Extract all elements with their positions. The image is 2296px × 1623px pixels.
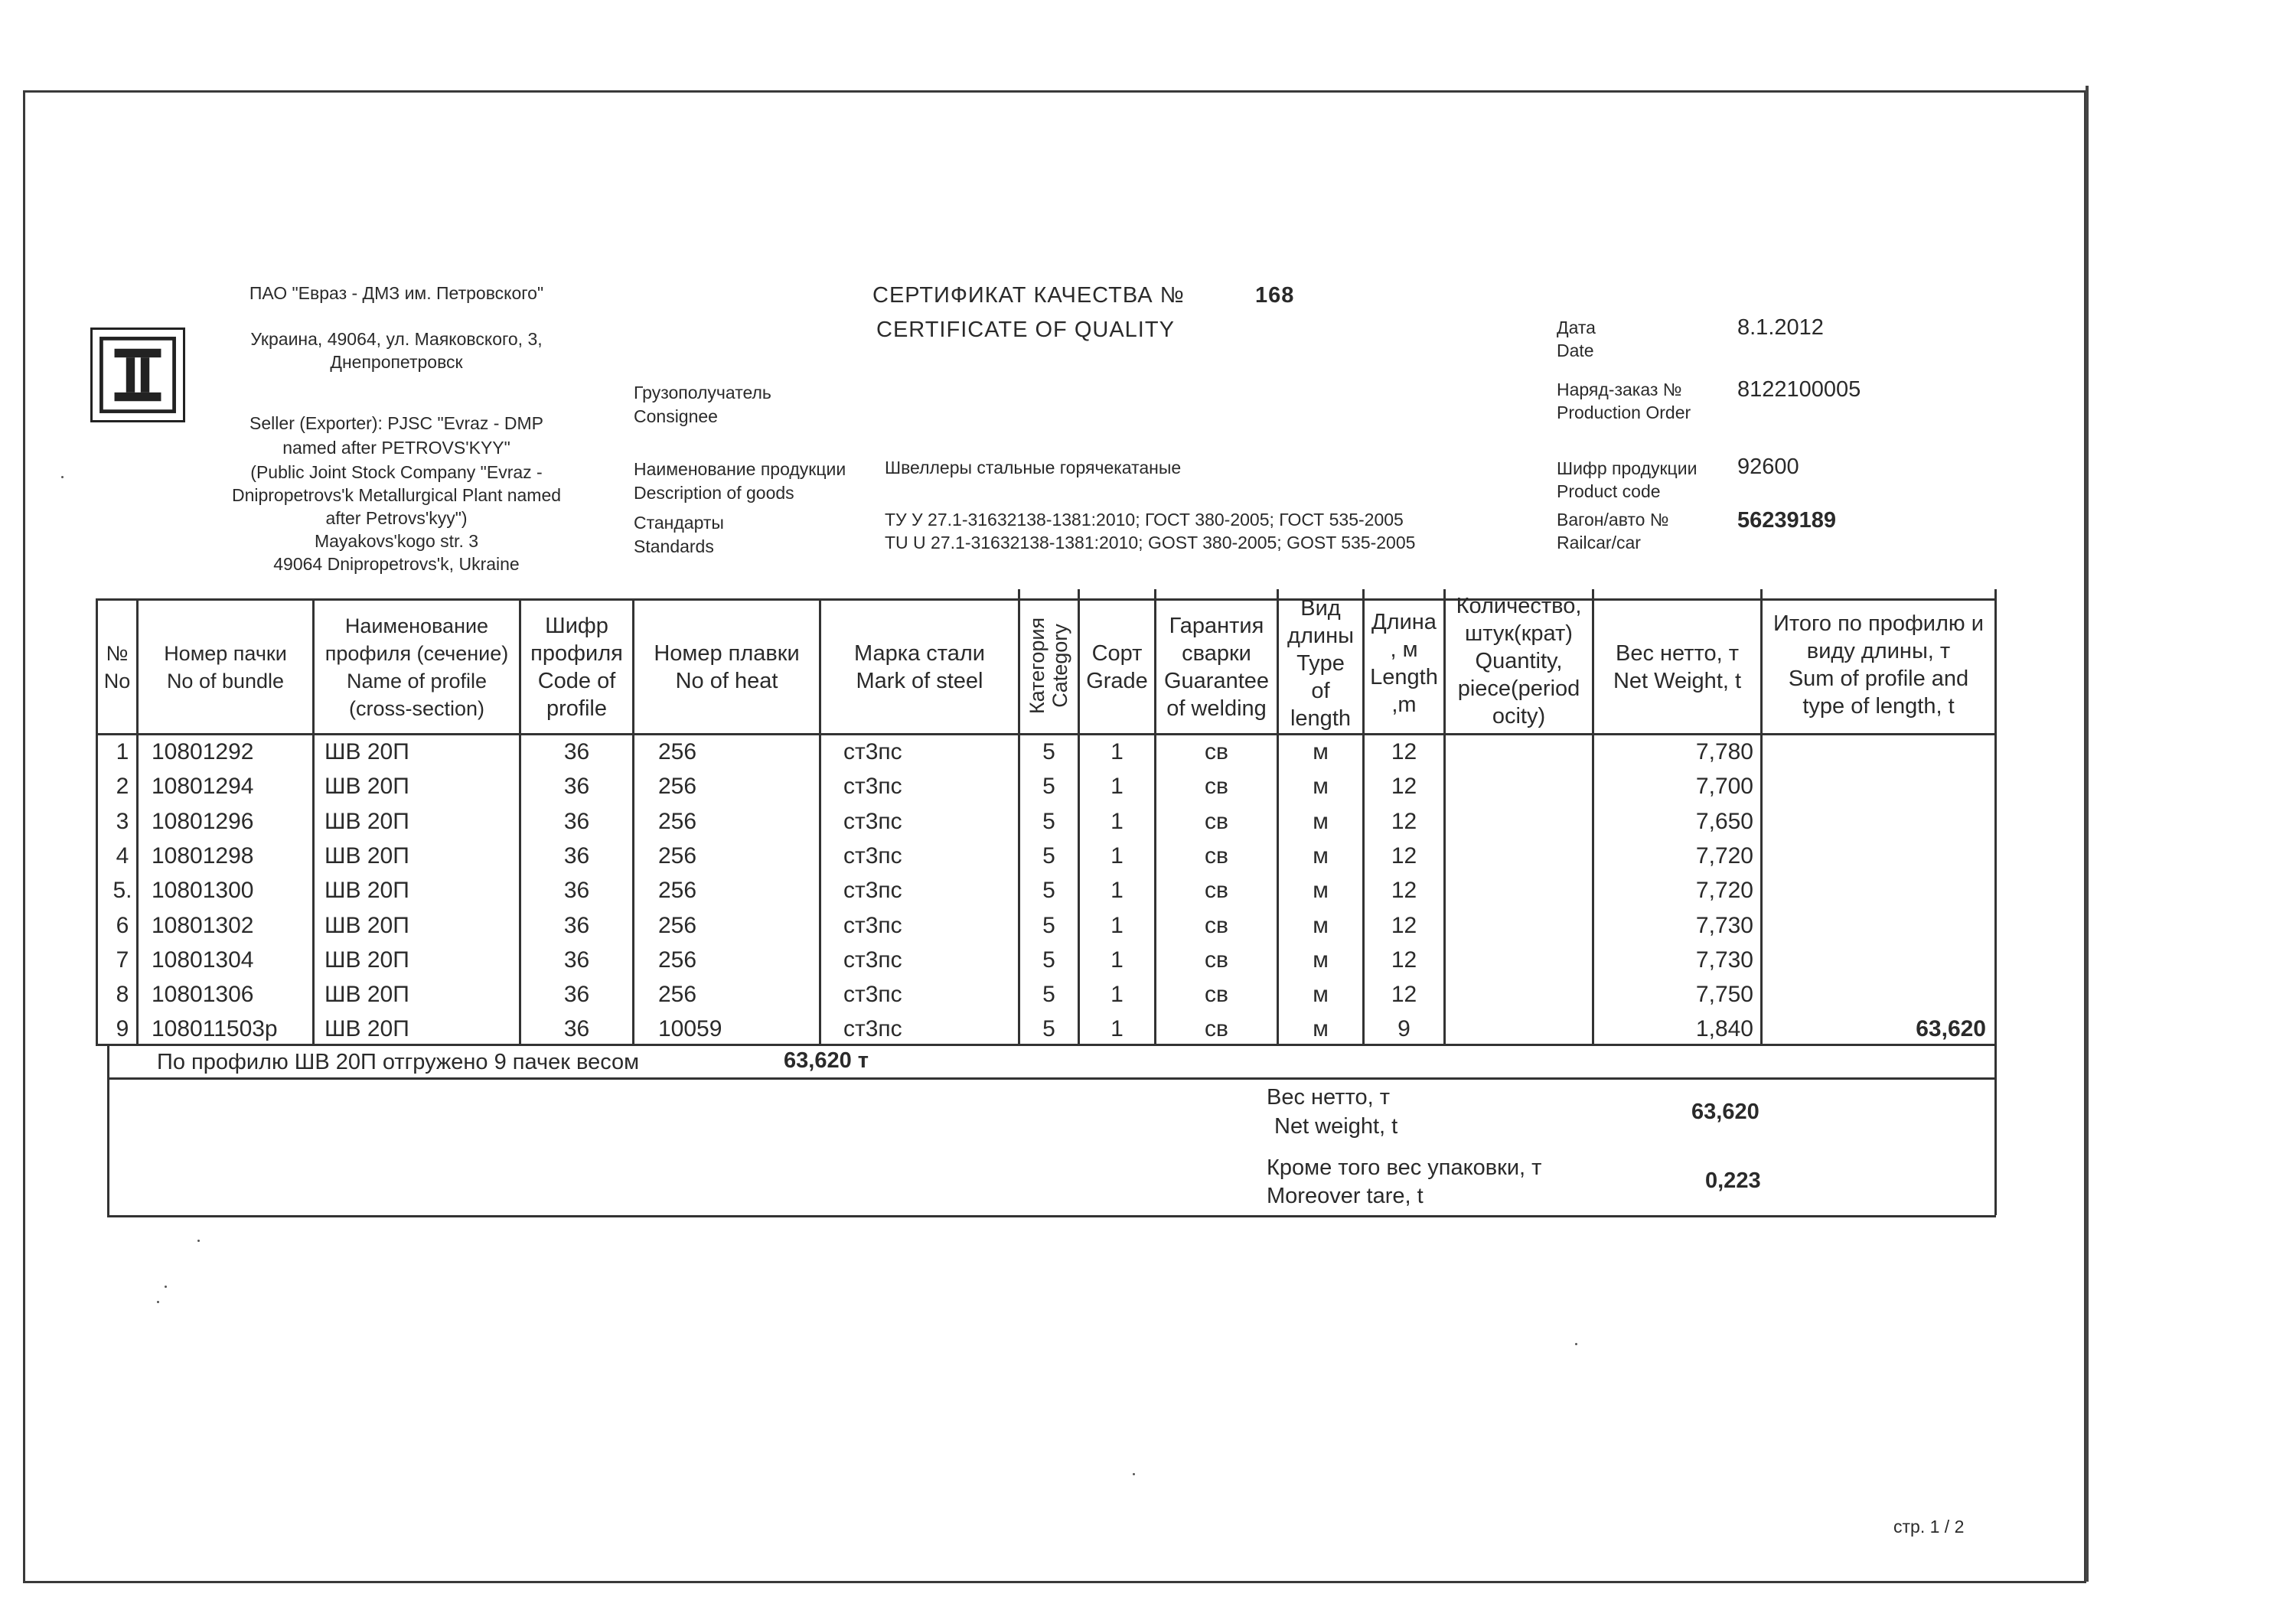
cell-bundle: 10801306 — [152, 982, 254, 1008]
cell-weight: 7,750 — [1695, 982, 1753, 1008]
cell-grade: 1 — [1110, 808, 1124, 834]
scan-speck — [157, 1301, 159, 1303]
seller-line-4: Dnipropetrovs'k Metallurgical Plant named — [231, 485, 562, 505]
col-header-length: Длина , м Length ,m — [1370, 609, 1438, 717]
cell-lentype: м — [1313, 982, 1329, 1008]
cell-code: 36 — [563, 842, 590, 869]
col-header-net-weight: Вес нетто, т Net Weight, t — [1613, 640, 1742, 693]
cell-length: 12 — [1391, 808, 1417, 834]
cell-grade: 1 — [1110, 1016, 1124, 1042]
certificate-number: 168 — [1255, 283, 1295, 308]
net-weight-total: 63,620 — [1691, 1100, 1760, 1124]
frame-edge — [2086, 86, 2089, 1582]
cell-welding: св — [1205, 947, 1228, 973]
seller-line-6: Mayakovs'kogo str. 3 — [314, 531, 479, 551]
order-label-ru: Наряд-заказ № — [1557, 380, 1682, 399]
cell-grade: 1 — [1110, 947, 1124, 973]
standards-label-en: Standards — [634, 536, 714, 556]
seller-line-3: (Public Joint Stock Company "Evraz - — [250, 462, 543, 482]
col-header-category: Категория Category — [1026, 617, 1071, 715]
cell-length: 12 — [1391, 774, 1417, 800]
cell-qty — [1446, 769, 1592, 803]
cell-lentype: м — [1313, 842, 1329, 869]
company-logo — [90, 328, 185, 422]
cell-lentype: м — [1313, 739, 1329, 764]
cell-code: 36 — [563, 808, 590, 834]
cell-category: 5 — [1042, 842, 1055, 869]
cell-heat: 256 — [658, 739, 697, 764]
cell-heat: 256 — [658, 842, 697, 869]
cell-no: 4 — [116, 842, 129, 869]
cell-no: 9 — [116, 1016, 129, 1042]
date-label-en: Date — [1557, 341, 1594, 360]
cell-welding: св — [1205, 878, 1228, 904]
cell-length: 12 — [1391, 842, 1417, 869]
tare-total: 0,223 — [1705, 1168, 1761, 1193]
cell-category: 5 — [1042, 878, 1055, 904]
standards-label-ru: Стандарты — [634, 513, 724, 533]
company-address-ru: Украина, 49064, ул. Маяковского, 3, — [250, 329, 543, 349]
cell-heat: 256 — [658, 878, 697, 904]
cell-sum: 63,620 — [1916, 1016, 1986, 1042]
cell-steel: ст3пс — [843, 1016, 902, 1042]
product-code-value: 92600 — [1737, 455, 1799, 479]
cell-bundle: 10801294 — [152, 774, 254, 800]
cell-welding: св — [1205, 842, 1228, 869]
cell-grade: 1 — [1110, 912, 1124, 938]
seller-line-5: after Petrovs'kyy") — [325, 508, 468, 528]
cell-no: 8 — [116, 982, 129, 1008]
cell-profile: ШВ 20П — [325, 982, 409, 1008]
cell-grade: 1 — [1110, 774, 1124, 800]
cell-steel: ст3пс — [843, 947, 902, 973]
cell-weight: 7,720 — [1695, 842, 1753, 869]
col-header-steel: Марка стали Mark of steel — [854, 640, 985, 693]
cell-length: 12 — [1391, 739, 1417, 764]
col-header-length-type: Вид длины Type of length — [1287, 595, 1354, 731]
cell-heat: 256 — [658, 808, 697, 834]
order-value: 8122100005 — [1737, 377, 1861, 402]
product-code-label-ru: Шифр продукции — [1557, 458, 1698, 478]
cell-qty — [1446, 1012, 1592, 1046]
summary-line: По профилю ШВ 20П отгружено 9 пачек весом — [157, 1050, 640, 1074]
cell-welding: св — [1205, 982, 1228, 1008]
cell-sum — [1763, 977, 1986, 1012]
cell-bundle: 10801296 — [152, 808, 254, 834]
cell-lentype: м — [1313, 947, 1329, 973]
cell-length: 12 — [1391, 982, 1417, 1008]
cell-qty — [1446, 735, 1592, 769]
cell-sum — [1763, 839, 1986, 873]
cell-bundle: 10801292 — [152, 739, 254, 764]
consignee-label-ru: Грузополучатель — [634, 383, 771, 402]
col-header-heat: Номер плавки No of heat — [654, 640, 800, 693]
cell-qty — [1446, 977, 1592, 1012]
cell-sum — [1763, 943, 1986, 977]
cell-category: 5 — [1042, 947, 1055, 973]
tare-label-ru: Кроме того вес упаковки, т — [1267, 1155, 1542, 1180]
railcar-value: 56239189 — [1737, 508, 1837, 533]
col-header-code: Шифр профиля Code of profile — [530, 613, 623, 721]
seller-line-2: named after PETROVS'KYY" — [282, 438, 510, 458]
cell-weight: 7,730 — [1695, 912, 1753, 938]
cell-weight: 7,780 — [1695, 739, 1753, 764]
scan-speck — [1133, 1473, 1135, 1475]
cell-code: 36 — [563, 739, 590, 764]
cell-sum — [1763, 769, 1986, 803]
cell-profile: ШВ 20П — [325, 842, 409, 869]
cell-profile: ШВ 20П — [325, 947, 409, 973]
seller-line-1: Seller (Exporter): PJSC "Evraz - DMP — [249, 413, 543, 433]
cell-length: 12 — [1391, 912, 1417, 938]
scan-speck — [61, 476, 64, 478]
description-label-en: Description of goods — [634, 483, 794, 503]
standards-value-ru: ТУ У 27.1-31632138-1381:2010; ГОСТ 380-2005; ГОСТ 535-2005 — [885, 510, 1404, 530]
cell-lentype: м — [1313, 1016, 1329, 1042]
cell-heat: 256 — [658, 982, 697, 1008]
cell-sum — [1763, 908, 1986, 943]
net-weight-label-en: Net weight, t — [1274, 1114, 1398, 1139]
cell-grade: 1 — [1110, 982, 1124, 1008]
cell-welding: св — [1205, 808, 1228, 834]
cell-steel: ст3пс — [843, 912, 902, 938]
cell-lentype: м — [1313, 912, 1329, 938]
seller-line-7: 49064 Dnipropetrovs'k, Ukraine — [273, 554, 520, 574]
col-header-bundle: Номер пачки No of bundle — [164, 641, 287, 693]
cell-grade: 1 — [1110, 739, 1124, 764]
cell-steel: ст3пс — [843, 739, 902, 764]
cell-weight: 7,650 — [1695, 808, 1753, 834]
col-header-grade: Сорт Grade — [1086, 640, 1148, 693]
cell-code: 36 — [563, 912, 590, 938]
cell-weight: 7,730 — [1695, 947, 1753, 973]
cell-profile: ШВ 20П — [325, 1016, 409, 1042]
cell-code: 36 — [563, 1016, 590, 1042]
cell-bundle: 10801298 — [152, 842, 254, 869]
cell-no: 6 — [116, 912, 129, 938]
cell-length: 12 — [1391, 947, 1417, 973]
cell-bundle: 10801300 — [152, 878, 254, 904]
scan-speck — [197, 1240, 200, 1242]
description-value: Швеллеры стальные горячекатаные — [885, 458, 1182, 477]
cell-no: 7 — [116, 947, 129, 973]
cell-qty — [1446, 943, 1592, 977]
page-number: стр. 1 / 2 — [1893, 1517, 1965, 1537]
col-header-profile: Наименование профиля (сечение) Name of profile (cross-section) — [325, 614, 509, 720]
cell-length: 9 — [1397, 1016, 1411, 1042]
cell-category: 5 — [1042, 808, 1055, 834]
cell-lentype: м — [1313, 808, 1329, 834]
col-header-sum: Итого по профилю и виду длины, т Sum of profile and type of length, t — [1773, 611, 1984, 719]
product-code-label-en: Product code — [1557, 481, 1661, 501]
cell-qty — [1446, 873, 1592, 908]
cell-category: 5 — [1042, 1016, 1055, 1042]
cell-heat: 256 — [658, 947, 697, 973]
order-label-en: Production Order — [1557, 402, 1691, 422]
cell-no: 2 — [116, 774, 129, 800]
cell-no: 5. — [113, 878, 132, 904]
cell-code: 36 — [563, 774, 590, 800]
date-value: 8.1.2012 — [1737, 315, 1824, 340]
cell-heat: 256 — [658, 912, 697, 938]
cell-heat: 256 — [658, 774, 697, 800]
cell-code: 36 — [563, 982, 590, 1008]
cell-bundle: 108011503р — [152, 1016, 278, 1042]
scan-speck — [165, 1286, 167, 1288]
scan-speck — [1575, 1343, 1577, 1345]
cell-steel: ст3пс — [843, 982, 902, 1008]
cell-category: 5 — [1042, 739, 1055, 764]
cell-category: 5 — [1042, 982, 1055, 1008]
cell-bundle: 10801304 — [152, 947, 254, 973]
cell-profile: ШВ 20П — [325, 739, 409, 764]
cell-welding: св — [1205, 1016, 1228, 1042]
cell-welding: св — [1205, 739, 1228, 764]
cell-sum — [1763, 873, 1986, 908]
standards-value-en: TU U 27.1-31632138-1381:2010; GOST 380-2005; GOST 535-2005 — [885, 533, 1416, 552]
consignee-label-en: Consignee — [634, 406, 718, 426]
certificate-title-en: CERTIFICATE OF QUALITY — [876, 318, 1175, 342]
col-header-no: № No — [103, 641, 131, 693]
company-city-ru: Днепропетровск — [330, 352, 463, 372]
cell-steel: ст3пс — [843, 774, 902, 800]
description-label-ru: Наименование продукции — [634, 459, 846, 479]
cell-grade: 1 — [1110, 842, 1124, 869]
col-header-quantity: Количество, штук(крат) Quantity, piece(period ocity) — [1456, 594, 1582, 728]
cell-category: 5 — [1042, 774, 1055, 800]
cell-heat: 10059 — [658, 1016, 722, 1042]
tare-label-en: Moreover tare, t — [1267, 1184, 1424, 1208]
col-header-welding: Гарантия сварки Guarantee of welding — [1163, 613, 1270, 721]
cell-no: 3 — [116, 808, 129, 834]
cell-grade: 1 — [1110, 878, 1124, 904]
cell-weight: 7,720 — [1695, 878, 1753, 904]
cell-profile: ШВ 20П — [325, 808, 409, 834]
cell-length: 12 — [1391, 878, 1417, 904]
railcar-label-ru: Вагон/авто № — [1557, 510, 1669, 530]
cell-no: 1 — [116, 739, 129, 764]
cell-profile: ШВ 20П — [325, 878, 409, 904]
cell-steel: ст3пс — [843, 878, 902, 904]
cell-profile: ШВ 20П — [325, 912, 409, 938]
cell-weight: 1,840 — [1695, 1016, 1753, 1042]
cell-qty — [1446, 839, 1592, 873]
date-label-ru: Дата — [1557, 318, 1596, 337]
cell-sum — [1763, 804, 1986, 839]
cell-sum — [1763, 735, 1986, 769]
cell-weight: 7,700 — [1695, 774, 1753, 800]
cell-profile: ШВ 20П — [325, 774, 409, 800]
cell-lentype: м — [1313, 774, 1329, 800]
cell-welding: св — [1205, 774, 1228, 800]
cell-steel: ст3пс — [843, 842, 902, 869]
cell-bundle: 10801302 — [152, 912, 254, 938]
cell-code: 36 — [563, 878, 590, 904]
summary-weight: 63,620 т — [784, 1048, 869, 1073]
cell-welding: св — [1205, 912, 1228, 938]
cell-qty — [1446, 908, 1592, 943]
railcar-label-en: Railcar/car — [1557, 533, 1641, 552]
certificate-title-ru: СЕРТИФИКАТ КАЧЕСТВА № — [872, 283, 1185, 308]
cell-category: 5 — [1042, 912, 1055, 938]
net-weight-label-ru: Вес нетто, т — [1267, 1085, 1390, 1110]
cell-steel: ст3пс — [843, 808, 902, 834]
cell-qty — [1446, 804, 1592, 839]
cell-lentype: м — [1313, 878, 1329, 904]
cell-code: 36 — [563, 947, 590, 973]
company-name-ru: ПАО "Евраз - ДМЗ им. Петровского" — [249, 283, 544, 303]
